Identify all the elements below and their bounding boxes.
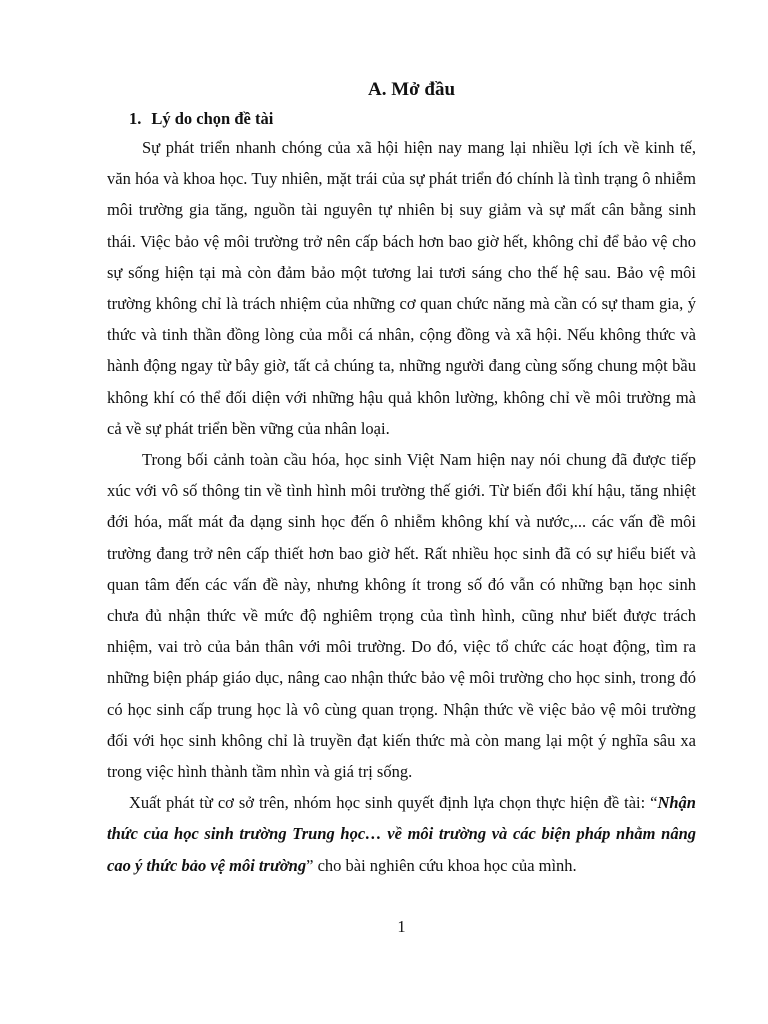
paragraph-3	[107, 787, 696, 881]
paragraph-2: Trong bối cảnh toàn cầu hóa, học sinh Việt Nam hiện nay nói chung đã được tiếp xúc với vô số thông tin về tình hình môi trường thế giới. Từ biến đổi khí hậu, tăng nhiệt đới hóa, mất mát đa dạng sinh học đến ô nhiễm không khí và nước,... các vấn đề môi trường đang trở nên cấp thiết hơn bao giờ hết. Rất nhiều học sinh đã có sự hiểu biết và quan tâm đến các vấn đề này, nhưng không ít trong số đó vẫn có những bạn học sinh chưa đủ nhận thức về mức độ nghiêm trọng của tình hình, cũng như biết được trách nhiệm, vai trò của bản thân với môi trường. Do đó, việc tổ chức các hoạt động, tìm ra những biện pháp giáo dục, nâng cao nhận thức bảo vệ môi trường cho học sinh, trong đó có học sinh cấp trung học là vô cùng quan trọng. Nhận thức về việc bảo vệ môi trường đối với học sinh không chỉ là truyền đạt kiến thức mà còn mang lại một ý nghĩa sâu xa trong việc hình thành tầm nhìn và giá trị sống.	[107, 450, 696, 782]
paragraph-3-intro: Xuất phát từ cơ sở trên, nhóm học sinh quyết định lựa chọn thực hiện đề tài:	[129, 793, 651, 813]
topic-title: Nhận thức của học sinh trường Trung học… về môi trường và các biện pháp nhằm nâng cao ý thức bảo vệ môi trường	[107, 793, 696, 875]
quote-open: “	[650, 793, 658, 813]
section-heading	[129, 108, 273, 130]
document-body	[107, 132, 696, 881]
paragraph-1: Sự phát triển nhanh chóng của xã hội hiện nay mang lại nhiều lợi ích về kinh tế, văn hóa và khoa học. Tuy nhiên, mặt trái của sự phát triển đó chính là tình trạng ô nhiễm môi trường gia tăng, nguồn tài nguyên tự nhiên bị suy giảm và sự mất cân bằng sinh thái. Việc bảo vệ môi trường trở nên cấp bách hơn bao giờ hết, không chỉ để bảo vệ cho sự sống hiện tại mà còn đảm bảo một tương lai tươi sáng cho thế hệ sau. Bảo vệ môi trường không chỉ là trách nhiệm của những cơ quan chức năng mà cần có sự tham gia, ý thức và tinh thần đồng lòng của mỗi cá nhân, cộng đồng và xã hội. Nếu không thức và hành động ngay từ bây giờ, tất cả chúng ta, những người đang cùng sống chung một bầu không khí có thể đối diện với những hậu quả khôn lường, không chỉ về môi trường mà cả về sự phát triển bền vững của nhân loại.	[107, 138, 696, 438]
section-title: Lý do chọn đề tài	[151, 109, 274, 128]
quote-close: ”	[306, 855, 314, 875]
page-number: 1	[397, 917, 406, 936]
paragraph-3-end: cho bài nghiên cứu khoa học của mình.	[313, 855, 577, 875]
document-title: A. Mở đầu	[367, 79, 456, 100]
section-number: 1.	[129, 109, 142, 128]
